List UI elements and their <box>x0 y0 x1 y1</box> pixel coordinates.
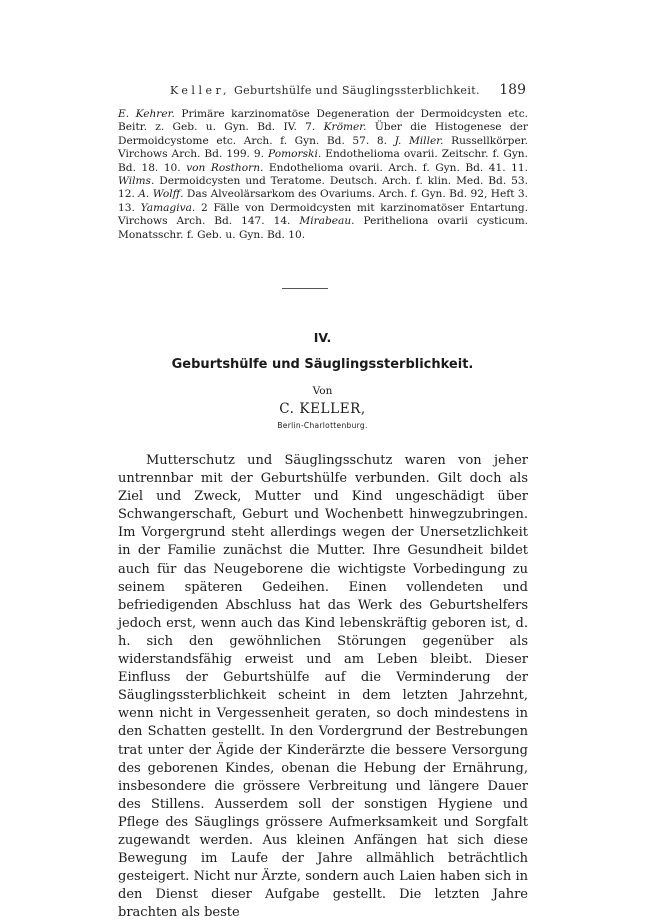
ref-text: Primäre karzinomatöse Degeneration der Dermoidcysten etc. Beitr. z. Geb. u. Gyn. Bd. IV. 7. <box>118 108 528 134</box>
running-title <box>170 84 480 97</box>
author-name: C. KELLER, <box>279 401 366 417</box>
ref-author: J. Miller. <box>394 134 444 147</box>
section-divider <box>282 288 328 289</box>
ref-author: A. Wolff. <box>138 188 184 201</box>
ref-text: Russellkörper. Virchows Arch. Bd. 199. 9. <box>118 134 528 161</box>
ref-text: Über die Histogenese der Dermoidcystome etc. Arch. f. Gyn. Bd. 57. 8. <box>118 121 528 147</box>
ref-author: von Rosthorn. <box>186 161 264 174</box>
author-affiliation: Berlin-Charlottenburg. <box>277 421 368 430</box>
ref-author: E. Kehrer. <box>118 108 175 120</box>
running-title-text: Geburtshülfe und Säuglingssterblichkeit. <box>233 84 480 97</box>
ref-text: Peritheliona ovarii cysticum. Monatsschr. f. Geb. u. Gyn. Bd. 10. <box>118 215 528 241</box>
section-number: IV. <box>313 330 332 345</box>
body-paragraph: Mutterschutz und Säuglingsschutz waren von jeher untrennbar mit der Geburtshülfe verbunden. Gilt doch als Ziel und Zweck, Mutter und Kind ungeschädigt über Schwangerschaft, Geburt und Wochenbett hinwegzubringen. Im Vorgergrund steht allerdings wegen der Unersetzlichkeit in der Familie zunächst die Mutter. Ihre Gesundheit bildet auch für das Neugeborene die wichtigste Vorbedingung zu seinem späteren Gedeihen. Einen vollendeten und befriedigenden Abschluss hat das Werk des Geburtshelfers jedoch erst, wenn auch das Kind lebenskräftig geboren ist, d. h. sich den gewöhnlichen Störungen gegenüber als widerstandsfähig erweist und am Leben bleibt. Dieser Einfluss der Geburtshülfe auf die Verminderung der Säuglingssterblichkeit scheint in dem letzten Jahrzehnt, wenn nicht in Vergessenheit geraten, so doch mindestens in den Schatten gestellt. In den Vordergrund der Bestrebungen trat unter der Ägide der Kinderärzte die bessere Versorgung des geborenen Kindes, obenan die Hebung der Ernährung, insbesondere die grössere Verbreitung und längere Dauer des Stillens. Ausserdem soll der sonstigen Hygiene und Pflege des Säuglings grössere Aufmerksamkeit und Sorgfalt zugewandt werden. Aus kleinen Anfängen hat sich diese Bewegung im Laufe der Jahre allmählich beträchtlich gesteigert. Nicht nur Ärzte, sondern auch Laien haben sich in den Dienst dieser Aufgabe gestellt. Die letzten Jahre brachten als beste <box>118 453 528 921</box>
ref-text: Das Alveolärsarkom des Ovariums. Arch. f. Gyn. Bd. 92, Heft 3. 13. <box>118 188 528 214</box>
ref-text: 2 Fälle von Dermoidcysten mit karzinomatöser Entartung. Virchows Arch. Bd. 147. 14. <box>118 201 528 228</box>
ref-author: Mirabeau. <box>299 215 355 228</box>
ref-author: Yamagiva. <box>140 201 196 214</box>
ref-text: Endothelioma ovarii. Zeitschr. f. Gyn. Bd. 18. 10. <box>118 148 529 174</box>
running-header <box>170 82 526 100</box>
ref-author: Pomorski. <box>268 148 322 161</box>
page-number: 189 <box>499 82 526 98</box>
ref-text: Dermoidcysten und Teratome. Deutsch. Arch. f. klin. Med. Bd. 53. 12. <box>118 175 528 201</box>
reference-list <box>118 108 528 242</box>
byline-prefix: Von <box>312 385 333 397</box>
article-title: Geburtshülfe und Säuglingssterblichkeit. <box>171 357 474 372</box>
running-author: Keller, <box>170 84 231 97</box>
ref-text: Endothelioma ovarii. Arch. f. Gyn. Bd. 41. 11. <box>263 161 529 174</box>
ref-author: Wilms. <box>118 175 155 188</box>
ref-author: Krömer. <box>323 121 367 134</box>
